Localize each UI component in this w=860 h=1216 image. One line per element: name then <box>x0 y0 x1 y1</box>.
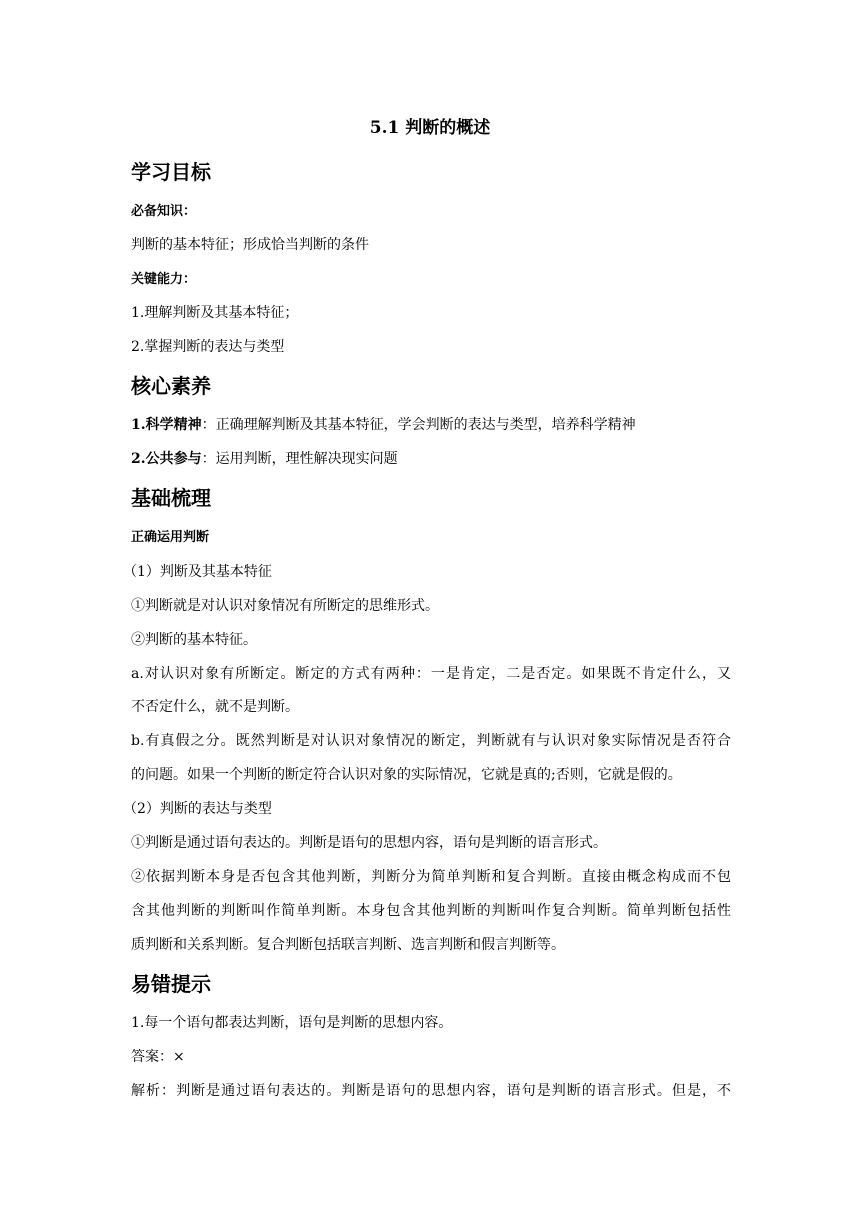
mistake-answer: 答案：× <box>131 1049 185 1065</box>
basics-paragraph: （2）判断的表达与类型 <box>123 801 272 817</box>
heading-basics: 基础梳理 <box>131 486 211 510</box>
literacy-item-1-text: ：正确理解判断及其基本特征，学会判断的表达与类型，培养科学精神 <box>201 417 636 433</box>
basics-paragraph: ①判断就是对认识对象情况有所断定的思维形式。 <box>131 598 439 614</box>
basics-paragraph: ②判断的基本特征。 <box>131 632 257 648</box>
literacy-item-2 <box>131 449 731 469</box>
basics-paragraph: 不否定什么，就不是判断。 <box>131 699 299 715</box>
basics-paragraph: a.对认识对象有所断定。断定的方式有两种：一是肯定，二是否定。如果既不肯定什么，又 <box>131 666 731 682</box>
heading-objectives: 学习目标 <box>131 160 211 184</box>
literacy-item-2-label: 2.公共参与 <box>131 451 202 467</box>
required-knowledge-label: 必备知识： <box>131 204 197 219</box>
basics-paragraph: 质判断和关系判断。复合判断包括联言判断、选言判断和假言判断等。 <box>131 937 565 953</box>
heading-literacy: 核心素养 <box>131 374 211 398</box>
basics-paragraph: ②依据判断本身是否包含其他判断，判断分为简单判断和复合判断。直接由概念构成而不包 <box>131 869 731 885</box>
mistake-analysis: 解析：判断是通过语句表达的。判断是语句的思想内容，语句是判断的语言形式。但是，不 <box>131 1083 731 1099</box>
key-ability-item-2: 2.掌握判断的表达与类型 <box>131 339 285 355</box>
basics-paragraph: ①判断是通过语句表达的。判断是语句的思想内容，语句是判断的语言形式。 <box>131 835 607 851</box>
basics-paragraph: （1）判断及其基本特征 <box>123 564 272 580</box>
basics-paragraph: 含其他判断的判断叫作简单判断。本身包含其他判断的判断叫作复合判断。简单判断包括性 <box>131 903 731 919</box>
basics-paragraph: b.有真假之分。既然判断是对认识对象情况的断定，判断就有与认识对象实际情况是否符合 <box>131 733 731 749</box>
key-ability-label: 关键能力： <box>131 272 197 287</box>
required-knowledge-text: 判断的基本特征；形成恰当判断的条件 <box>131 237 369 253</box>
heading-mistakes: 易错提示 <box>131 972 211 996</box>
literacy-item-2-text: ：运用判断，理性解决现实问题 <box>201 451 398 467</box>
literacy-item-1 <box>131 415 731 435</box>
basics-paragraph: 的问题。如果一个判断的断定符合认识对象的实际情况，它就是真的;否则，它就是假的。 <box>131 767 682 783</box>
literacy-item-1-label: 1.科学精神 <box>131 417 202 433</box>
page-title: 5.1 判断的概述 <box>369 118 491 138</box>
mistake-question-1: 1.每一个语句都表达判断，语句是判断的思想内容。 <box>131 1015 453 1031</box>
basics-subheading: 正确运用判断 <box>131 530 210 545</box>
key-ability-item-1: 1.理解判断及其基本特征； <box>131 305 299 321</box>
